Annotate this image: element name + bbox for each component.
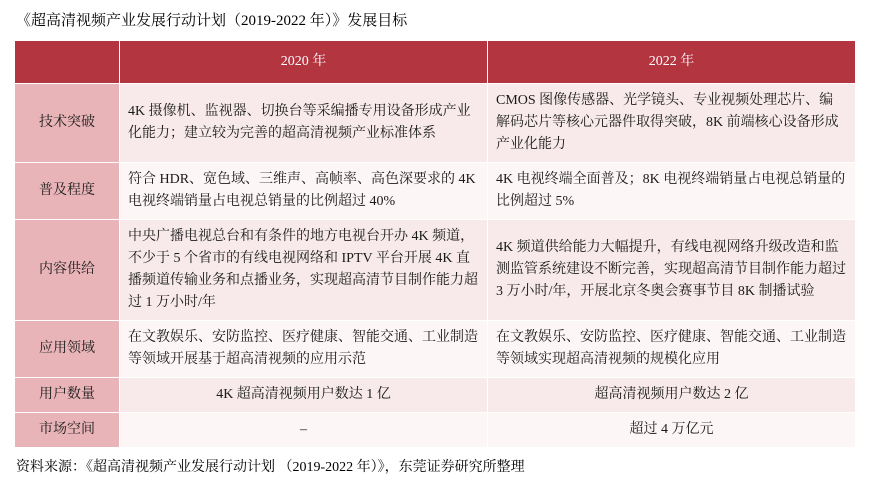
table-row <box>15 84 856 163</box>
table-row <box>15 413 856 448</box>
table-header-2020: 2020 年 <box>120 41 488 84</box>
row-label-content: 内容供给 <box>15 220 120 321</box>
table-header <box>15 41 856 84</box>
table-row <box>15 378 856 413</box>
row-label-users: 用户数量 <box>15 378 120 413</box>
cell-technology-2022: CMOS 图像传感器、光学镜头、专业视频处理芯片、编解码芯片等核心元器件取得突破，8K 前端核心设备形成产业化能力 <box>488 84 856 163</box>
cell-content-2020: 中央广播电视总台和有条件的地方电视台开办 4K 频道，不少于 5 个省市的有线电视网络和 IPTV 平台开展 4K 直播频道传输业务和点播业务，实现超高清节目制作能力超过 1 万小时/年 <box>120 220 488 321</box>
table-body <box>15 84 856 448</box>
row-label-technology: 技术突破 <box>15 84 120 163</box>
cell-users-2020: 4K 超高清视频用户数达 1 亿 <box>120 378 488 413</box>
cell-market-2020: – <box>120 413 488 448</box>
table-row <box>15 163 856 220</box>
cell-penetration-2020: 符合 HDR、宽色域、三维声、高帧率、高色深要求的 4K 电视终端销量占电视总销量的比例超过 40% <box>120 163 488 220</box>
cell-market-2022: 超过 4 万亿元 <box>488 413 856 448</box>
row-label-penetration: 普及程度 <box>15 163 120 220</box>
table-header-corner <box>15 41 120 84</box>
table-row <box>15 321 856 378</box>
row-label-application: 应用领域 <box>15 321 120 378</box>
cell-content-2022: 4K 频道供给能力大幅提升，有线电视网络升级改造和监测监管系统建设不断完善，实现超高清节目制作能力超过 3 万小时/年，开展北京冬奥会赛事节目 8K 制播试验 <box>488 220 856 321</box>
table-header-row <box>15 41 856 84</box>
cell-application-2020: 在文教娱乐、安防监控、医疗健康、智能交通、工业制造等领域开展基于超高清视频的应用示范 <box>120 321 488 378</box>
table-row <box>15 220 856 321</box>
development-goals-table <box>14 40 856 448</box>
cell-application-2022: 在文教娱乐、安防监控、医疗健康、智能交通、工业制造等领域实现超高清视频的规模化应用 <box>488 321 856 378</box>
cell-users-2022: 超高清视频用户数达 2 亿 <box>488 378 856 413</box>
cell-penetration-2022: 4K 电视终端全面普及；8K 电视终端销量占电视总销量的比例超过 5% <box>488 163 856 220</box>
page-title: 《超高清视频产业发展行动计划（2019-2022 年）》发展目标 <box>16 13 408 29</box>
cell-technology-2020: 4K 摄像机、监视器、切换台等采编播专用设备形成产业化能力；建立较为完善的超高清视频产业标准体系 <box>120 84 488 163</box>
table-header-2022: 2022 年 <box>488 41 856 84</box>
row-label-market: 市场空间 <box>15 413 120 448</box>
source-note: 资料来源：《超高清视频产业发展行动计划 （2019-2022 年）》，东莞证券研究所整理 <box>16 460 525 475</box>
